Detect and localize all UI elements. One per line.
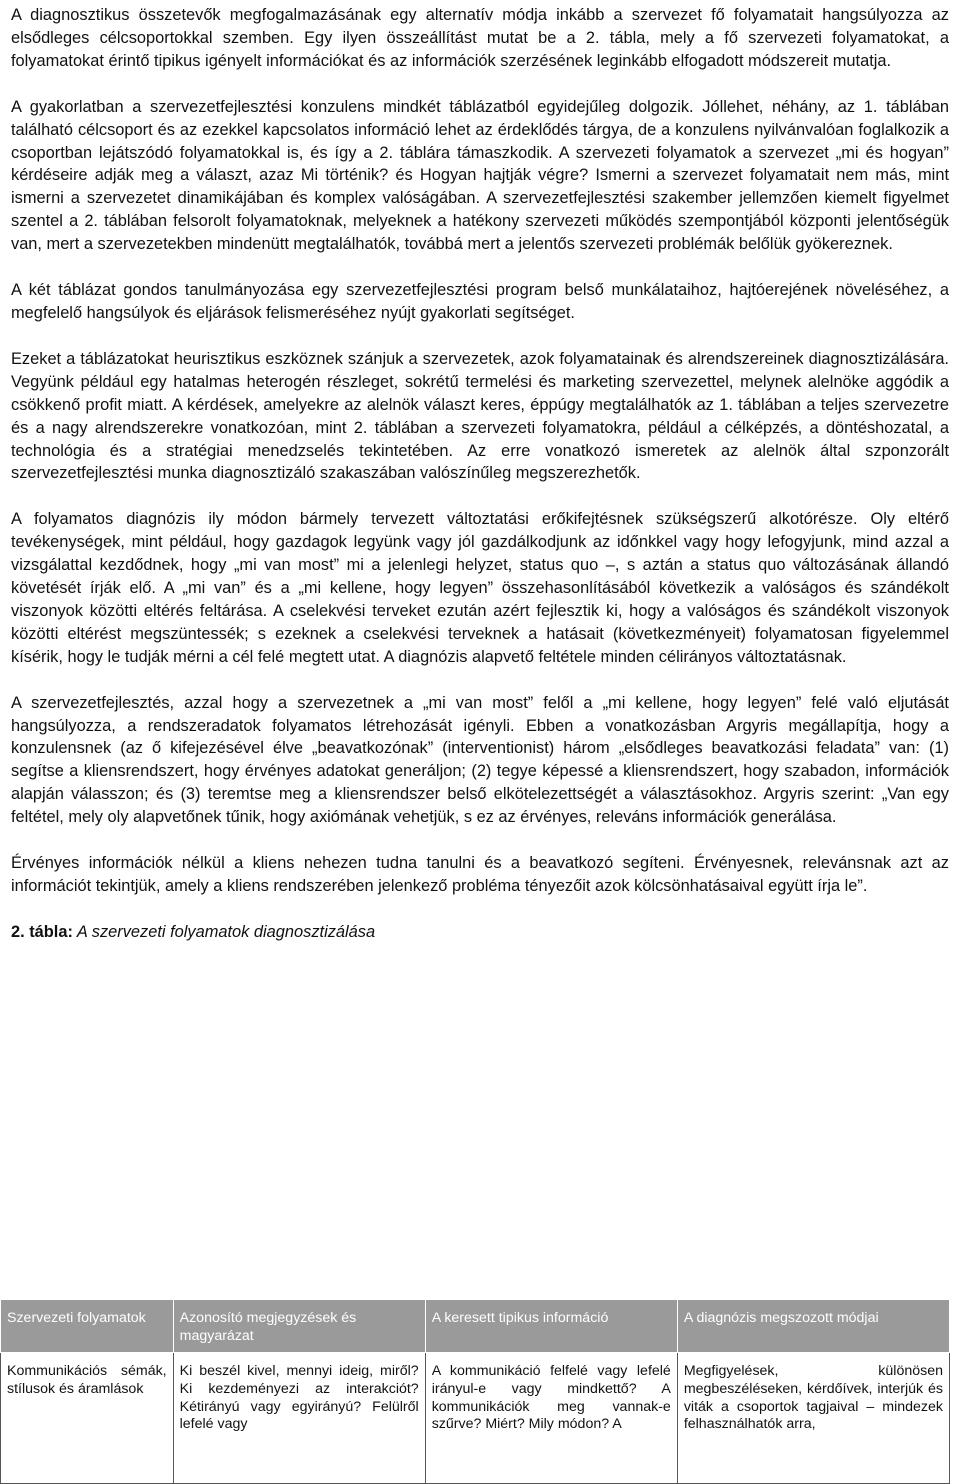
paragraph-4: Ezeket a táblázatokat heurisztikus eszköznek szánjuk a szervezetek, azok folyamatainak és alrendszereinek diagnosztizálására. Vegyünk például egy hatalmas heterogén részleget, sokrétű termelési és marketing szervezettel, melynek alelnöke aggódik a csökkenő profit miatt. A kérdések, amelyekre az alelnök választ keres, éppúgy megtalálhatók az 1. táblában a teljes szervezetre és a nagy alrendszerekre vonatkozóan, mint 2. táblában a szervezeti folyamatokra, például a célképzés, a döntéshozatal, a technológia és a stratégiai menedzselés tekintetében. Az erre vonatkozó ismeretek az alelnök által szponzorált szervezetfejlesztési munka diagnosztizáló szakaszában valószínűleg megszerezhetők. — [11, 349, 949, 483]
cell-remarks: Ki beszél kivel, mennyi ideig, miről? Ki kezdeményezi az interakciót? Kétirányú vagy egyirányú? Felülről lefelé vagy — [173, 1353, 425, 1484]
paragraph-6: A szervezetfejlesztés, azzal hogy a szervezetnek a „mi van most” felől a „mi kellene, hogy legyen” felé való eljutását hangsúlyozza, a rendszeradatok folyamatos létrehozását igényli. Ebben a vonatkozásban Argyris megállapítja, hogy a konzulensnek (az ő kifejezésével élve „beavatkozónak” (interventionist) három „elsődleges beavatkozási feladata” van: (1) segítse a kliensrendszert, hogy érvényes adatokat generáljon; (2) tegye képessé a kliensrendszert, hogy szabadon, információk alapján válasszon; és (3) teremtse meg a kliensrendszer belső elkötelezettségét a választásokhoz. Argyris szerint: „Van egy feltétel, mely oly alapvetőnek tűnik, hogy axiómának vehetjük, s ez az érvényes, releváns információk generálása. — [11, 693, 949, 827]
paragraph-5: A folyamatos diagnózis ily módon bármely tervezett változtatási erőkifejtésnek szükségszerű alkotórésze. Oly eltérő tevékenységek, mint például, hogy gazdagok legyünk vagy jól gazdálkodjunk az időnkkel vagy hogy lefogyjunk, mind azzal a vizsgálattal kezdődnek, hogy „mi van most” mi a jelenlegi helyzet, status quo –, s aztán a status quo változásának állandó követését írják elő. A „mi van” és a „mi kellene, hogy legyen” összehasonlításából következik a valóságos és szándékolt viszonyok közötti eltérés feltárása. A cselekvési terveket ezután azért fejlesztik ki, hogy a valóságos és szándékolt viszonyok közötti eltérést megszüntessék; s ezeknek a cselekvési terveknek a hatásait (következményeit) folyamatosan figyelemmel kísérik, hogy le tudják mérni a cél felé megtett utat. A diagnózis alapvető feltétele minden célirányos változtatásnak. — [11, 510, 949, 666]
table-caption — [11, 921, 949, 944]
cell-methods: Megfigyelések, különösen megbeszéléseken, kérdőívek, interjúk és viták a csoportok tagjaival – mindezek felhasználhatók arra, — [677, 1353, 949, 1484]
paragraph-7: Érvényes információk nélkül a kliens nehezen tudna tanulni és a beavatkozó segíteni. Érvényesnek, relevánsnak azt az információt tekintjük, amely a kliens rendszerében jelenkező probléma tényezőit azok kölcsönhatásaival együtt írja le”. — [11, 854, 949, 895]
table-title: A szervezeti folyamatok diagnosztizálása — [72, 922, 376, 941]
paragraph-1: A diagnosztikus összetevők megfogalmazásának egy alternatív módja inkább a szervezet fő folyamatait hangsúlyozza az elsődleges célcsoportokkal szemben. Egy ilyen összeállítást mutat be a 2. tábla, mely a fő szervezeti folyamatokat, a folyamatokat érintő tipikus igényelt információkat és az információk szerzésének leginkább elfogadott módszereit mutatja. — [11, 6, 949, 70]
cell-process: Kommunikációs sémák, stílusok és áramlások — [1, 1353, 174, 1484]
process-table — [0, 1299, 950, 1484]
header-cell-processes: Szervezeti folyamatok — [1, 1300, 174, 1353]
cell-information: A kommunikáció felfelé vagy lefelé irányul-e vagy mindkettő? A kommunikációk meg vannak-e szűrve? Miért? Mily módon? A — [425, 1353, 677, 1484]
paragraph-2: A gyakorlatban a szervezetfejlesztési konzulens mindkét táblázatból egyidejűleg dolgozik. Jóllehet, néhány, az 1. táblában található célcsoport és az ezekkel kapcsolatos információ lehet az érdeklődés tárgya, de a konzulens nyilvánvalóan foglalkozik a csoportban lejátszódó folyamatokkal is, és így a 2. táblára támaszkodik. A szervezeti folyamatok a szervezet „mi és hogyan” kérdéseire adják meg a választ, azaz Mi történik? és Hogyan hajtják végre? Ismerni a szervezet folyamatait nem más, mint ismerni a szervezetet dinamikájában és komplex valóságában. A szervezetfejlesztési szakember jellemzően kiemelt figyelmet szentel a 2. táblában felsorolt folyamatoknak, melyeknek a hatékony szervezeti működés szempontjából központi jelentőségük van, mert a szervezetekben mindenütt megtalálhatók, továbbá mert a jelentős szervezeti problémák belőlük gyökereznek. — [11, 97, 949, 254]
header-cell-remarks: Azonosító megjegyzések és magyarázat — [173, 1300, 425, 1353]
header-cell-information: A keresett tipikus információ — [425, 1300, 677, 1353]
table-row — [1, 1353, 950, 1484]
header-cell-methods: A diagnózis megszozott módjai — [677, 1300, 949, 1353]
table-number: 2. tábla: — [11, 922, 73, 941]
paragraph-3: A két táblázat gondos tanulmányozása egy szervezetfejlesztési program belső munkálataihoz, hajtóerejének növeléséhez, a megfelelő hangsúlyok és eljárások felismeréséhez nyújt gyakorlati segítséget. — [11, 281, 949, 322]
table-header-row — [1, 1300, 950, 1353]
document-page — [11, 4, 949, 967]
